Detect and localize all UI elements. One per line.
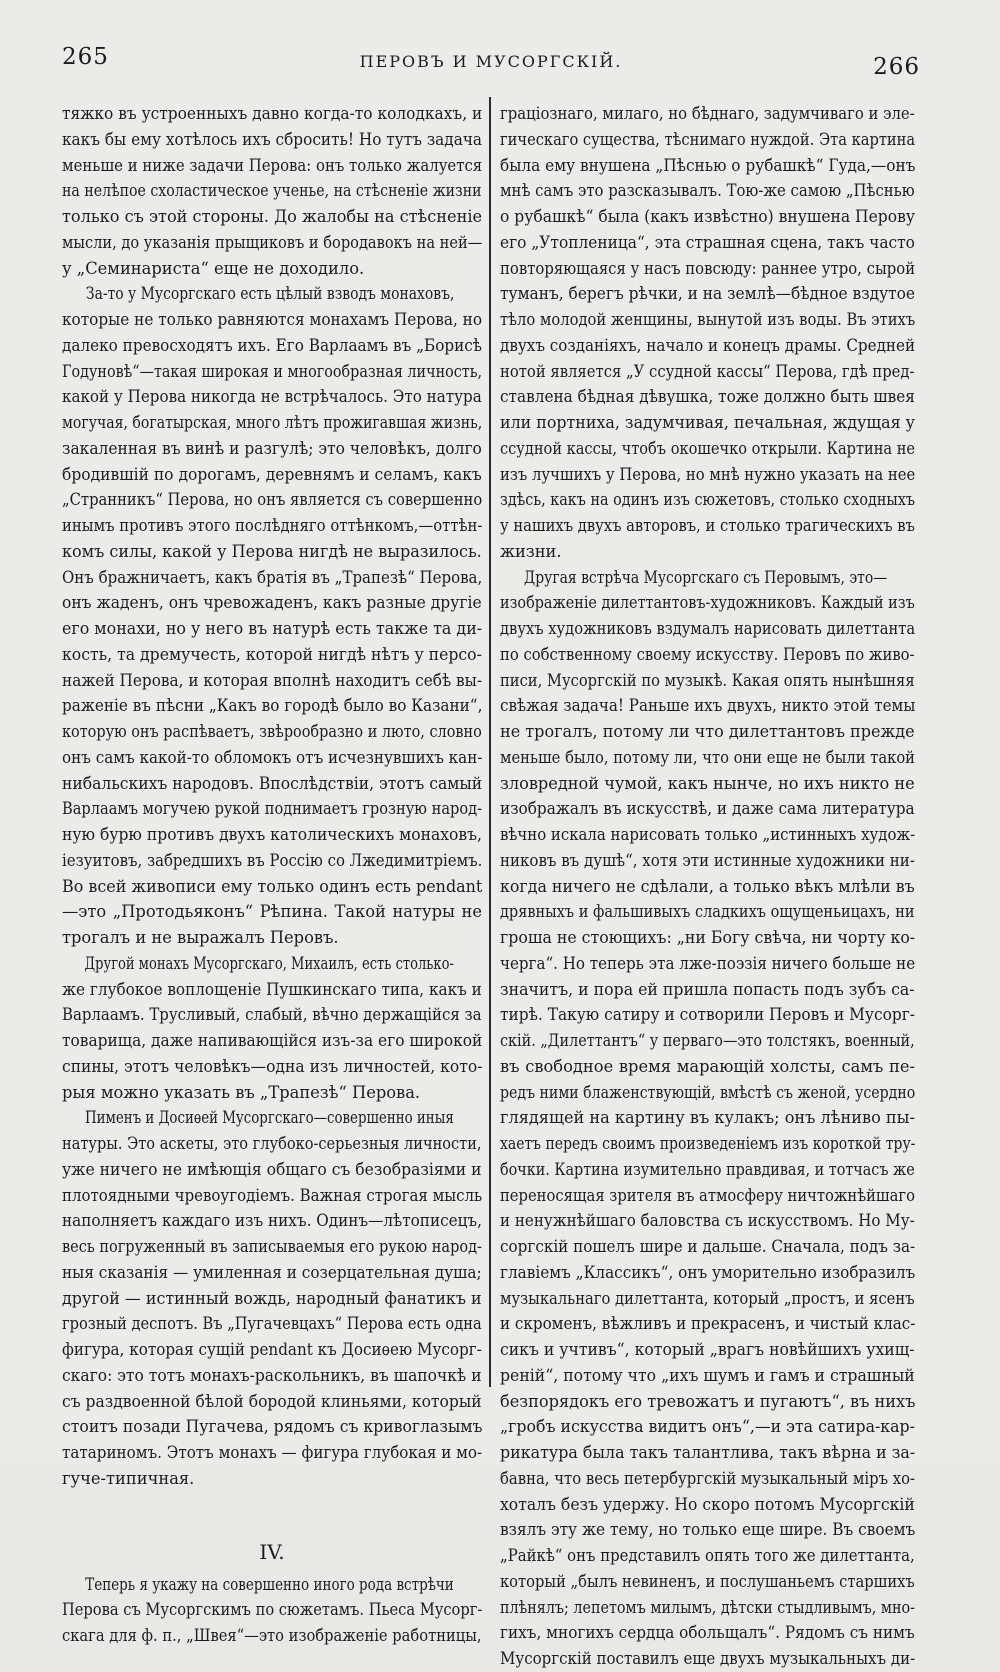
text-line: спины, этотъ человѣкъ—одна изъ личностей, кото- bbox=[62, 1056, 483, 1076]
text-line: его монахи, но у него въ натурѣ есть также та ди- bbox=[62, 619, 483, 638]
page-header bbox=[62, 44, 920, 80]
text-line: За-то у Мусоргскаго есть цѣлый взводъ монаховъ, bbox=[85, 284, 455, 304]
text-line: плотоядными чревоугодіемъ. Важная строгая мысль bbox=[62, 1185, 483, 1205]
text-line: далеко превосходятъ ихъ. Его Варлаамъ въ „Борисѣ bbox=[62, 335, 482, 355]
text-line: Онъ бражничаетъ, какъ братія въ „Трапезѣ“ Перова, bbox=[62, 567, 483, 587]
text-line: дрявныхъ и фальшивыхъ сладкихъ ощущеньицахъ, ни bbox=[500, 902, 915, 922]
text-line: двухъ созданіяхъ, начало и конецъ драмы. Средней bbox=[500, 335, 916, 355]
text-line: съ раздвоенной бѣлой бородой клиньями, который bbox=[62, 1391, 482, 1411]
text-line: которую онъ распѣваетъ, звѣрообразно и люто, словно bbox=[62, 722, 482, 741]
text-line: —это „Протодьяконъ“ Рѣпина. Такой натуры не bbox=[62, 902, 483, 922]
text-line: кость, та дремучесть, которой нигдѣ нѣтъ у персо- bbox=[62, 644, 482, 664]
text-line: „гробъ искусства видитъ онъ“,—и эта сатира-кар- bbox=[500, 1417, 915, 1437]
text-line: не трогалъ, потому ли что дилеттантовъ прежде bbox=[500, 722, 915, 741]
text-line: Другая встрѣча Мусоргскаго съ Перовымъ, это— bbox=[523, 567, 888, 587]
text-line: Во всей живописи ему только одинъ есть pendant bbox=[62, 876, 483, 896]
text-line: натуры. Это аскеты, это глубоко-серьезныя личности, bbox=[62, 1134, 482, 1153]
text-line: у нашихъ двухъ авторовъ, и столько трагическихъ въ bbox=[500, 516, 915, 535]
text-line: же глубокое воплощеніе Пушкинскаго типа, какъ и bbox=[62, 979, 482, 999]
text-line: изъ лучшихъ у Перова, но мнѣ нужно указать на нее bbox=[500, 464, 916, 484]
text-line: или портниха, задумчивая, печальная, ждущая у bbox=[500, 413, 916, 432]
text-line: только съ этой стороны. До жалобы на стѣсненіе bbox=[62, 207, 483, 226]
text-line: товарища, даже напивающійся изъ-за его широкой bbox=[62, 1031, 483, 1050]
text-line: Варлаамъ могучею рукой поднимаетъ грозную народ- bbox=[62, 799, 483, 819]
text-line: значитъ, и пора ей пришла попасть подъ зубъ са- bbox=[500, 979, 915, 999]
text-line: его „Утопленица“, эта страшная сцена, такъ часто bbox=[500, 232, 915, 252]
text-line: тирѣ. Такую сатиру и сотворили Перовъ и Мусорг- bbox=[500, 1005, 915, 1025]
text-line: изображалъ въ искусствѣ, и даже сама литература bbox=[500, 799, 915, 819]
text-line: мысли, до указанія прыщиковъ и бородавокъ на ней— bbox=[62, 232, 483, 252]
text-line: онъ самъ какой-то обломокъ отъ исчезнувшихъ кан- bbox=[62, 747, 483, 767]
text-line: іезуитовъ, забредшихъ въ Россію со Лжедимитріемъ. bbox=[62, 850, 483, 870]
text-line: Годуновѣ“—такая широкая и многообразная личность, bbox=[62, 361, 483, 381]
text-line: безпорядокъ его тревожатъ и пугаютъ“, въ нихъ bbox=[500, 1391, 916, 1411]
text-line: которые не только равняются монахамъ Перова, но bbox=[62, 310, 483, 329]
text-line: который „былъ невиненъ, и послушаньемъ старшихъ bbox=[500, 1571, 915, 1591]
text-line: другой — истинный вождь, народный фанатикъ и bbox=[62, 1288, 482, 1308]
text-line: закаленная въ винѣ и разгулѣ; это человѣкъ, долго bbox=[62, 438, 482, 458]
text-line: меньше и ниже задачи Перова: онъ только жалуется bbox=[62, 155, 483, 175]
text-line: ссудной кассы, чтобъ окошечко открыли. Картина не bbox=[500, 438, 916, 458]
text-line: нибальскихъ народовъ. Впослѣдствіи, этотъ самый bbox=[62, 773, 483, 793]
text-line: ставлена бѣдная дѣвушка, тоже должно быть швея bbox=[500, 387, 915, 407]
text-line: бочки. Картина изумительно правдивая, и тотчасъ же bbox=[500, 1159, 915, 1179]
text-line: меньше было, потому ли, что они еще не были такой bbox=[500, 747, 915, 767]
text-line: сикъ и учтивъ“, который „врагъ новѣйшихъ ухищ- bbox=[500, 1340, 915, 1359]
text-line: редъ ними блаженствующій, вмѣстѣ съ женой, усердно bbox=[500, 1082, 916, 1102]
text-line: гихъ, многихъ сердца обольщалъ“. Рядомъ съ нимъ bbox=[500, 1623, 915, 1643]
right-column bbox=[500, 101, 915, 1672]
text-line: двухъ художниковъ вздумалъ нарисовать дилеттанта bbox=[500, 619, 916, 638]
text-line: скаго: это тотъ монахъ-раскольникъ, въ шапочкѣ и bbox=[62, 1365, 482, 1385]
left-page-number: 265 bbox=[62, 44, 109, 70]
running-title: ПЕРОВЪ И МУСОРГСКІЙ. bbox=[359, 52, 623, 71]
text-line: „Райкѣ“ онъ представилъ опять того же дилеттанта, bbox=[500, 1546, 915, 1565]
text-line: глядящей на картину въ кулакъ; онъ лѣниво пы- bbox=[500, 1108, 915, 1128]
text-line: мнѣ самъ это разсказывалъ. Тою-же самою „Пѣснью bbox=[500, 181, 915, 201]
text-line: гуче-типичная. bbox=[62, 1468, 195, 1488]
text-line: грозный деспотъ. Въ „Пугачевцахъ“ Перова есть одна bbox=[62, 1314, 482, 1334]
text-line: переносящая зрителя въ атмосферу ничтожнѣйшаго bbox=[500, 1185, 915, 1205]
text-line: рыя можно указать въ „Трапезѣ“ Перова. bbox=[62, 1082, 421, 1102]
text-line: татариномъ. Этотъ монахъ — фигура глубокая и мо- bbox=[62, 1443, 483, 1462]
text-line: рикатура была такъ талантлива, такъ вѣрна и за- bbox=[500, 1443, 916, 1462]
text-line: главіемъ „Классикъ“, онъ уморительно изобразилъ bbox=[500, 1262, 916, 1282]
text-line: трогалъ и не выражалъ Перовъ. bbox=[62, 928, 339, 947]
text-line: наполняетъ каждаго изъ нихъ. Одинъ—лѣтописецъ, bbox=[62, 1211, 482, 1231]
text-line: гроша не стоющихъ: „ни Богу свѣча, ни чорту ко- bbox=[500, 928, 916, 947]
text-line: и ненужнѣйшаго баловства съ искусствомъ. Но Му- bbox=[500, 1211, 915, 1231]
text-line: по собственному своему искусству. Перовъ по живо- bbox=[500, 644, 915, 664]
column-divider bbox=[489, 97, 491, 1387]
text-line: здѣсь, какъ на одинъ изъ сюжетовъ, столько сходныхъ bbox=[500, 490, 916, 510]
text-line: комъ силы, какой у Перова нигдѣ не выразилось. bbox=[62, 541, 482, 561]
text-line: повторяющаяся у насъ повсюду: раннее утро, сырой bbox=[500, 258, 916, 278]
text-line: онъ жаденъ, онъ чревожаденъ, какъ разные другіе bbox=[62, 593, 482, 613]
text-line: Пименъ и Досиѳей Мусоргскаго—совершенно иныя bbox=[84, 1108, 454, 1128]
text-line: ныя сказанія — умиленная и созерцательная душа; bbox=[62, 1262, 482, 1282]
right-page-number: 266 bbox=[873, 54, 920, 80]
text-line: Теперь я укажу на совершенно иного рода встрѣчи bbox=[85, 1574, 454, 1594]
text-line: зловредной чумой, какъ нынче, но ихъ никто не bbox=[500, 773, 915, 793]
text-line: плѣнялъ; лепетомъ милымъ, дѣтски стыдливымъ, мно- bbox=[500, 1597, 915, 1617]
text-line: фигура, которая сущій pendant къ Досиѳею Мусорг- bbox=[62, 1340, 482, 1359]
text-line: ную бурю противъ двухъ католическихъ монаховъ, bbox=[62, 825, 482, 844]
text-line: на нелѣпое схоластическое ученье, на стѣсненіе жизни bbox=[62, 181, 482, 201]
text-line: нотой является „У ссудной кассы“ Перова, гдѣ пред- bbox=[500, 361, 915, 381]
text-line: могучая, богатырская, много лѣтъ прожигавшая жизнь, bbox=[62, 413, 483, 432]
text-line: жизни. bbox=[500, 541, 562, 561]
text-line: тяжко въ устроенныхъ давно когда-то колодкахъ, и bbox=[62, 104, 483, 123]
text-line: у „Семинариста“ еще не доходило. bbox=[62, 258, 365, 278]
text-line: когда ничего не сдѣлали, а только вѣкъ млѣли въ bbox=[500, 876, 915, 896]
text-line: весь погруженный въ записываемыя его рукою народ- bbox=[62, 1237, 482, 1256]
text-line: о рубашкѣ“ была (какъ извѣстно) внушена Перову bbox=[500, 207, 915, 226]
text-line: стоитъ позади Пугачева, рядомъ съ кривоглазымъ bbox=[62, 1417, 483, 1437]
text-line: скага для ф. п., „Швея“—это изображеніе работницы, bbox=[62, 1626, 482, 1645]
text-line: была ему внушена „Пѣснью о рубашкѣ“ Гуда,—онъ bbox=[500, 155, 916, 175]
text-line: граціознаго, милаго, но бѣднаго, задумчиваго и эле- bbox=[500, 104, 915, 123]
text-line: хаетъ передъ своимъ произведеніемъ изъ короткой тру- bbox=[500, 1134, 916, 1153]
text-line: Перова съ Мусоргскимъ по сюжетамъ. Пьеса Мусорг- bbox=[62, 1600, 483, 1620]
text-line: хоталъ безъ удержу. Но скоро потомъ Мусоргскій bbox=[500, 1494, 915, 1514]
text-line: и скроменъ, вѣжливъ и прекрасенъ, и чистый клас- bbox=[500, 1314, 916, 1334]
text-line: соргскій пошелъ шире и дальше. Сначала, подъ за- bbox=[500, 1237, 916, 1256]
text-line: какъ бы ему хотѣлось ихъ сбросить! Но тутъ задача bbox=[62, 129, 483, 149]
text-line: туманъ, берегъ рѣчки, и на землѣ—бѣдное вздутое bbox=[500, 284, 916, 304]
text-line: раженіе въ пѣсни „Какъ во городѣ было во Казани“, bbox=[62, 696, 483, 716]
text-line: бродившій по дорогамъ, деревнямъ и селамъ, какъ bbox=[62, 464, 482, 484]
text-line: въ свободное время марающій холсты, самъ пе- bbox=[500, 1056, 916, 1076]
text-line: гическаго существа, тѣснимаго нуждой. Эта картина bbox=[500, 129, 916, 149]
text-line: „Странникъ“ Перова, но онъ является съ совершенно bbox=[62, 490, 483, 510]
text-line: скій. „Дилеттантъ“ у перваго—это толстякъ, военный, bbox=[500, 1031, 915, 1050]
text-line: никовъ въ душѣ“, хотя эти истинные художники ни- bbox=[500, 850, 915, 870]
text-line: какой у Перова никогда не встрѣчалось. Это натура bbox=[62, 387, 482, 407]
text-line: черга“. Но теперь эта лже-поэзія ничего больше не bbox=[500, 953, 916, 973]
text-line: реній“, потому что „ихъ шумъ и гамъ и страшный bbox=[500, 1365, 915, 1385]
text-line: взялъ эту же тему, но только еще шире. Въ своемъ bbox=[500, 1520, 916, 1540]
section-heading: IV. bbox=[259, 1539, 285, 1564]
text-line: инымъ противъ этого послѣдняго оттѣнкомъ,—оттѣн- bbox=[62, 516, 483, 535]
text-line: тѣло молодой женщины, вынутой изъ воды. Въ этихъ bbox=[500, 310, 916, 329]
text-line: писи, Мусоргскій по музыкѣ. Какая опять нынѣшняя bbox=[500, 670, 915, 690]
text-line: свѣжая задача! Раньше ихъ двухъ, никто этой темы bbox=[500, 696, 916, 716]
text-line: вѣчно искала нарисовать только „истинныхъ худож- bbox=[500, 825, 916, 844]
text-line: Мусоргскій поставилъ еще двухъ музыкальныхъ ди- bbox=[500, 1649, 916, 1668]
text-line: Варлаамъ. Трусливый, слабый, вѣчно держащійся за bbox=[62, 1005, 482, 1025]
text-line: музыкальнаго дилеттанта, который „простъ, и ясенъ bbox=[500, 1288, 915, 1308]
text-line: бавна, что весь петербургскій музыкальный міръ хо- bbox=[500, 1468, 916, 1488]
left-column bbox=[62, 101, 482, 1649]
text-line: уже ничего не имѣющія общаго съ безобразіями и bbox=[62, 1159, 482, 1179]
text-line: нажей Перова, и которая вполнѣ находитъ себѣ вы- bbox=[62, 670, 483, 690]
text-line: изображеніе дилеттантовъ-художниковъ. Каждый изъ bbox=[500, 593, 915, 613]
text-line: Другой монахъ Мусоргскаго, Михаилъ, есть столько- bbox=[84, 953, 454, 973]
